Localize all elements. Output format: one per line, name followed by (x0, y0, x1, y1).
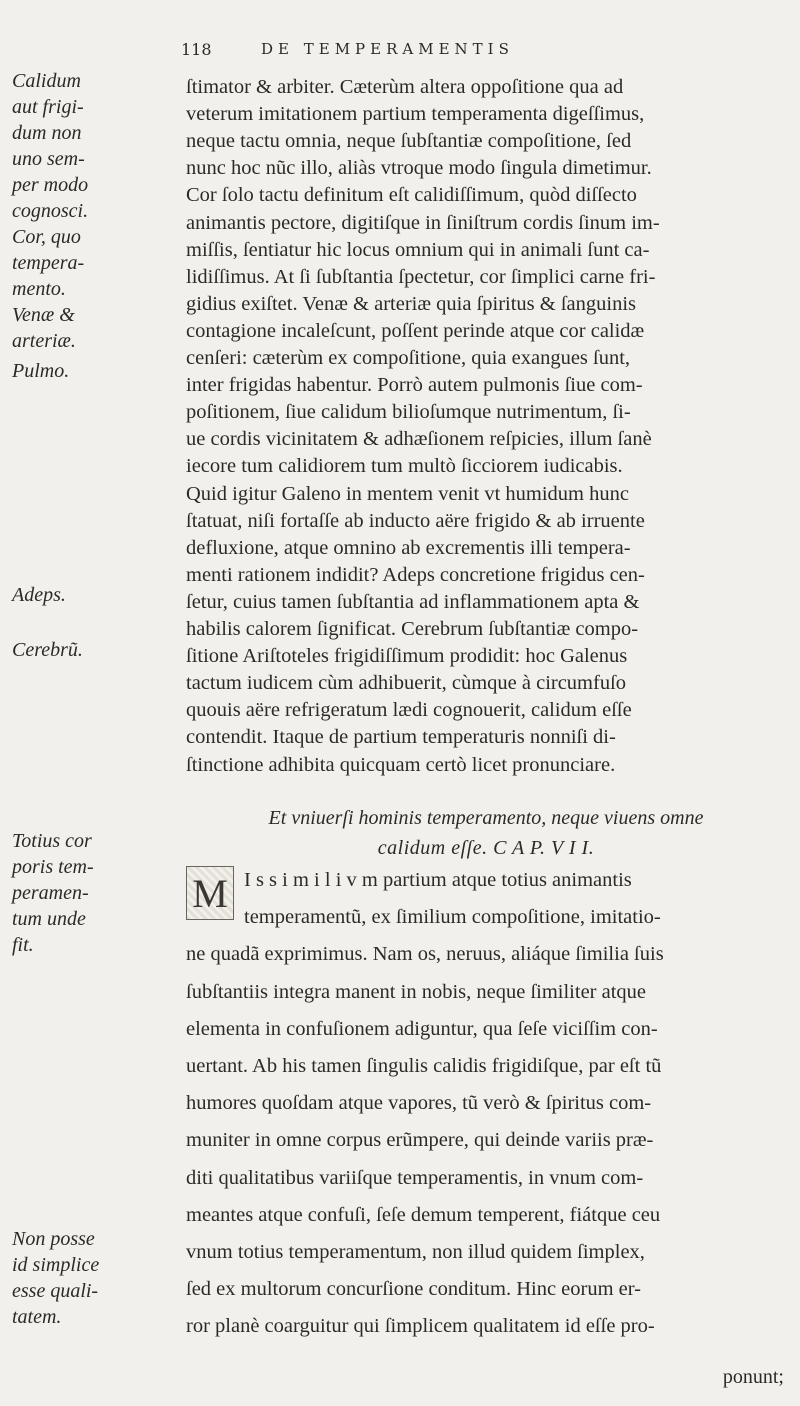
text-line: ſed ex multorum concurſione conditum. Hinc eorum er- (186, 1278, 642, 1301)
chapter-heading-line1: Et vniuerſi hominis temperamento, neque viuens omne (268, 807, 704, 829)
drop-cap-initial: M (186, 866, 234, 920)
text-line: meantes atque confuſi, ſeſe demum temperent, fiátque ceu (186, 1203, 661, 1226)
text-line: iecore tum calidiorem tum multò ſicciorem iudicabis. (186, 455, 623, 478)
margin-note-adeps: Adeps. (12, 584, 66, 606)
margin-note-non-posse: Non posse id simplice esse quali- tatem. (12, 1228, 100, 1328)
text-line: ror planè coarguitur qui ſimplicem qualitatem id eſſe pro- (186, 1315, 655, 1338)
text-line: ſetur, cuius tamen ſubſtantia ad inflammationem apta & (186, 590, 640, 613)
text-line: inter frigidas habentur. Porrò autem pulmonis ſiue com- (186, 374, 643, 397)
text-line: menti rationem indidit? Adeps concretione frigidus cen- (186, 563, 645, 586)
text-line: ſtinctione adhibita quicquam certò licet pronunciare. (186, 753, 616, 776)
margin-note-cerebrum: Cerebrũ. (12, 639, 83, 661)
page-number: 118 (181, 40, 212, 59)
text-line: elementa in confuſionem adiguntur, qua ſeſe viciſſim con- (186, 1017, 658, 1040)
margin-note-venae: Venæ & arteriæ. (12, 304, 76, 352)
text-line: vnum totius temperamentum, non illud quidem ſimplex, (186, 1241, 645, 1263)
text-line: miſſis, ſentiatur hic locus omnium qui in animali ſunt ca- (186, 238, 650, 261)
running-head (0, 38, 800, 64)
text-line: habilis calorem ſignificat. Cerebrum ſubſtantiæ compo- (186, 618, 639, 640)
text-line: ne quadã exprimimus. Nam os, neruus, aliáque ſimilia ſuis (186, 943, 664, 966)
text-line: ſubſtantiis integra manent in nobis, neque ſimiliter atque (186, 980, 647, 1003)
text-line: diti qualitatibus variiſque temperamentis, in vnum com- (186, 1166, 644, 1189)
text-line: nunc hoc nũc illo, aliàs vtroque modo ſingula dimetimur. (186, 157, 652, 180)
text-line: uertant. Ab his tamen ſingulis calidis frigidiſque, par eſt tũ (186, 1055, 662, 1077)
text-line: lidiſſimus. At ſi ſubſtantia ſpectetur, cor ſimplici carne fri- (186, 265, 656, 288)
text-line: neque tactu omnia, neque ſubſtantiæ compoſitione, ſed (186, 130, 632, 153)
text-line: temperamentũ, ex ſimilium compoſitione, imitatio- (244, 906, 661, 929)
text-line: Cor ſolo tactu definitum eſt calidiſſimum, quòd diſſecto (186, 184, 637, 207)
text-line: gidius exiſtet. Venæ & arteriæ quia ſpiritus & ſanguinis (186, 292, 637, 315)
text-line: ue cordis vicinitatem & adhæſionem reſpicies, illum ſanè (186, 428, 652, 451)
text-line: humores quoſdam atque vapores, tũ verò & ſpiritus com- (186, 1092, 652, 1115)
text-line: ſtatuat, niſi fortaſſe ab inducto aëre frigido & ab irruente (186, 509, 645, 532)
text-line: cenſeri: cæterùm ex compoſitione, quia exangues ſunt, (186, 347, 631, 369)
running-title: DE TEMPERAMENTIS (261, 40, 514, 58)
chapter-heading-line2: calidum eſſe. C A P. V I I. (377, 837, 595, 859)
text-line: I s s i m i l i v m partium atque totius animantis (244, 869, 632, 891)
text-line: ſitione Ariſtoteles frigidiſſimum prodidit: hoc Galenus (186, 645, 628, 668)
text-line: animantis pectore, digitiſque in ſiniſtrum cordis ſinum im- (186, 211, 660, 234)
text-line: quouis aëre refrigeratum lædi cognouerit, calidum eſſe (186, 699, 632, 722)
text-line: poſitionem, ſiue calidum bilioſumque nutrimentum, ſi- (186, 401, 631, 424)
text-line: contagione incaleſcunt, poſſent perinde atque cor calidæ (186, 319, 645, 342)
text-line: ſtimator & arbiter. Cæterùm altera oppoſitione qua ad (186, 76, 624, 98)
text-line: tactum iudicem cùm adhibuerit, cùmque à circumfuſo (186, 672, 627, 695)
margin-note-totius: Totius cor poris tem- peramen- tum unde fit. (12, 830, 94, 956)
margin-note-pulmo: Pulmo. (12, 360, 70, 382)
margin-note-calidum: Calidum aut frigi- dum non uno sem- per modo cognosci. Cor, quo tempera- mento. (12, 70, 89, 300)
text-line: muniter in omne corpus erũmpere, qui deinde variis præ- (186, 1129, 654, 1152)
text-line: contendit. Itaque de partium temperaturis nonniſi di- (186, 726, 616, 749)
text-line: defluxione, atque omnino ab excrementis illi tempera- (186, 536, 631, 559)
catchword: ponunt; (722, 1366, 784, 1388)
text-line: veterum imitationem partium temperamenta digeſſimus, (186, 103, 645, 126)
text-line: Quid igitur Galeno in mentem venit vt humidum hunc (186, 482, 629, 505)
